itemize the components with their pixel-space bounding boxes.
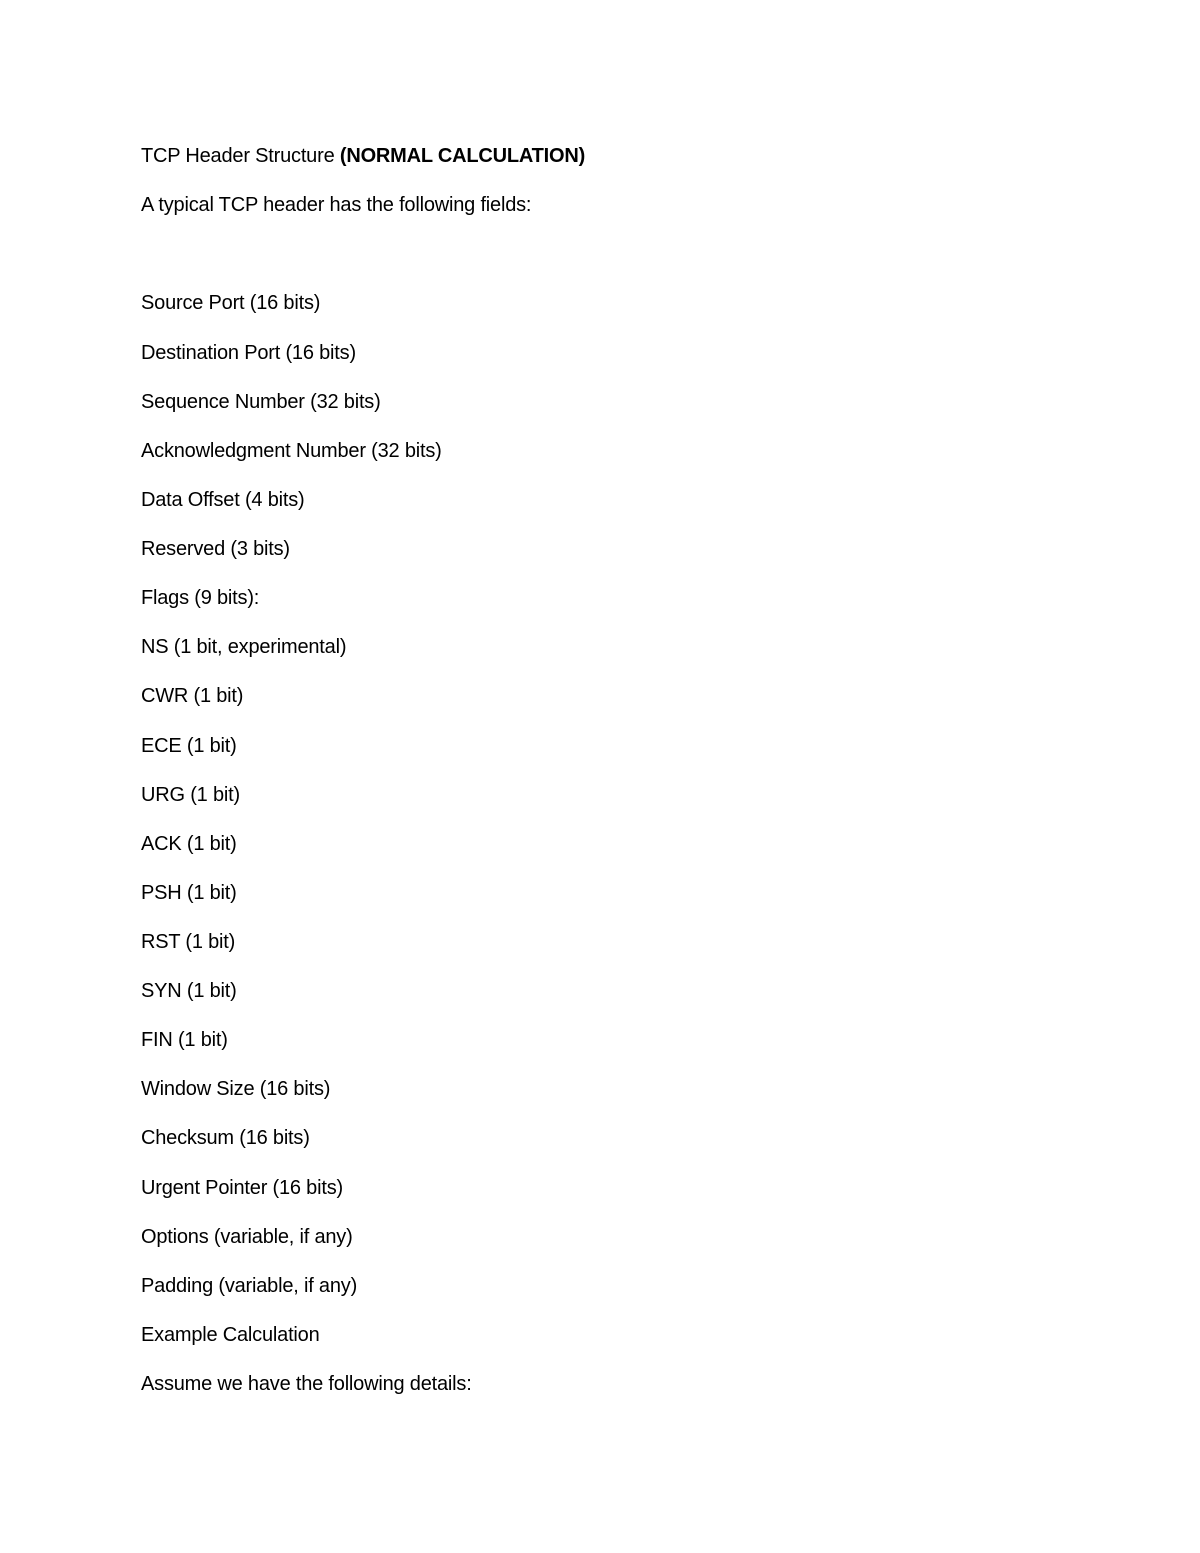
flag-syn: SYN (1 bit): [141, 980, 237, 1002]
field-reserved: Reserved (3 bits): [141, 538, 290, 560]
example-intro: Assume we have the following details:: [141, 1373, 472, 1395]
flag-ack: ACK (1 bit): [141, 833, 237, 855]
flag-fin: FIN (1 bit): [141, 1029, 228, 1051]
field-window-size: Window Size (16 bits): [141, 1078, 331, 1100]
flag-psh: PSH (1 bit): [141, 882, 237, 904]
field-options: Options (variable, if any): [141, 1226, 353, 1248]
title-emphasis: (NORMAL CALCULATION): [339, 145, 586, 167]
field-checksum: Checksum (16 bits): [141, 1127, 310, 1149]
flag-ece: ECE (1 bit): [141, 735, 237, 757]
flag-ns: NS (1 bit, experimental): [141, 636, 347, 658]
intro-paragraph: A typical TCP header has the following fields:: [141, 194, 532, 216]
field-acknowledgment-number: Acknowledgment Number (32 bits): [141, 440, 442, 462]
flag-rst: RST (1 bit): [141, 931, 236, 953]
field-destination-port: Destination Port (16 bits): [141, 342, 356, 364]
example-heading: Example Calculation: [141, 1324, 320, 1346]
title-text: TCP Header Structure: [141, 145, 340, 167]
field-data-offset: Data Offset (4 bits): [141, 489, 305, 511]
field-source-port: Source Port (16 bits): [141, 292, 321, 314]
field-flags: Flags (9 bits):: [141, 587, 260, 609]
field-sequence-number: Sequence Number (32 bits): [141, 391, 381, 413]
field-urgent-pointer: Urgent Pointer (16 bits): [141, 1177, 343, 1199]
flag-urg: URG (1 bit): [141, 784, 240, 806]
flag-cwr: CWR (1 bit): [141, 685, 244, 707]
document-title: [141, 143, 585, 169]
field-padding: Padding (variable, if any): [141, 1275, 358, 1297]
